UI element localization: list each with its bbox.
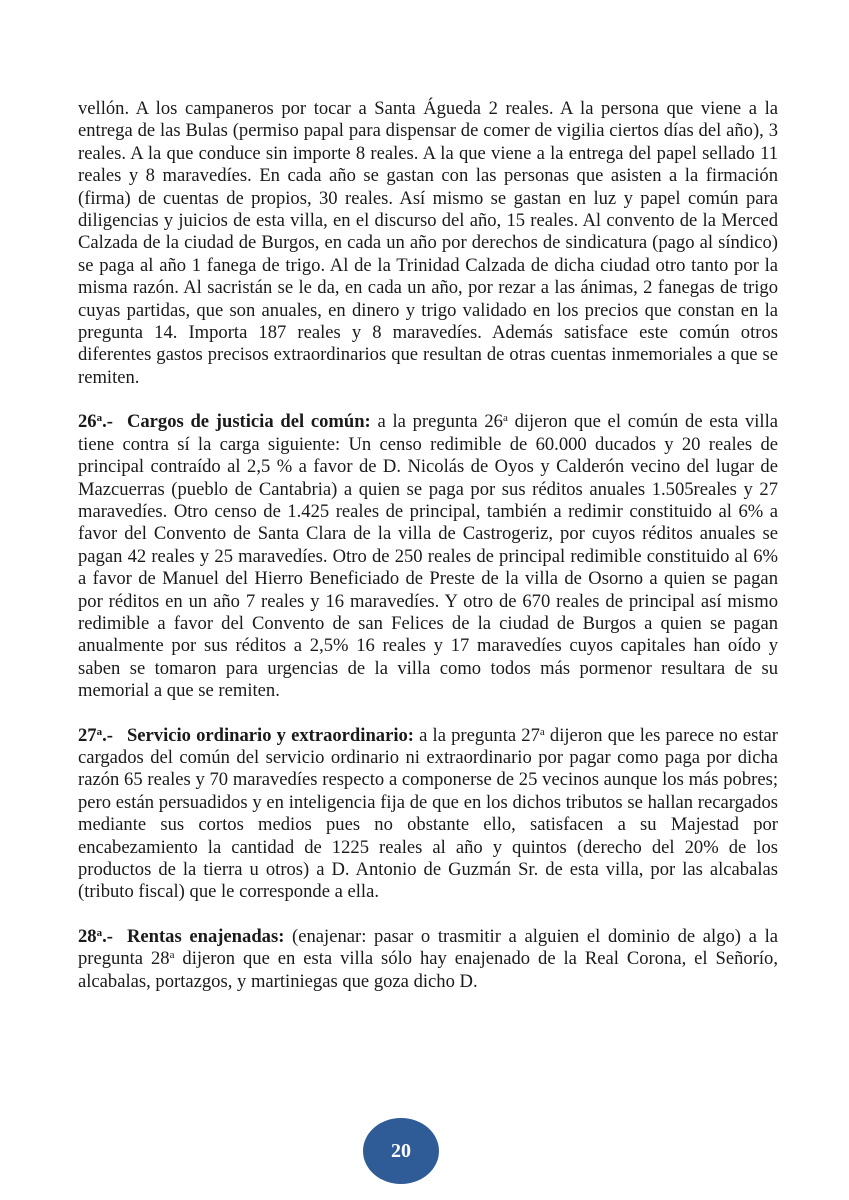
section-pre: a la pregunta 27 (414, 724, 540, 746)
section-28: 28$^a$.- Rentas enajenadas: (enajenar: pasar o trasmitir a alguien el dominio de algo) a la pregunta 28$^a$ dijeron que en esta villa sólo hay enajenado de la Real Corona, el Señorío, alcabalas, portazgos, y martiniegas que goza dicho D. (78, 925, 779, 992)
section-body: dijeron que en esta villa sólo hay enajenado de la Real Corona, el Señorío, alcabalas, portazgos, y martiniegas que goza dicho D. (78, 948, 779, 992)
page-number: 20 (391, 1139, 411, 1162)
section-number: 27$^a$.- (78, 724, 113, 746)
section-27: 27$^a$.- Servicio ordinario y extraordinario: a la pregunta 27$^a$ dijeron que les parece no estar cargados del común del servicio ordinario ni extraordinario por pagar como paga por dicha razón 65 reales y 70 maravedíes respecto a componerse de 25 vecinos aunque los más pobres; pero están persuadidos y en inteligencia fija de que en los dichos tributos se hallan recargados mediante sus cortos medios pues no obstante ello, satisfacen a su Majestad por encabezamiento la cantidad de 1225 reales al año y quintos (derecho del 20% de los productos de la tierra u otros) a D. Antonio de Guzmán Sr. de esta villa, por las alcabalas (tributo fiscal) que le corresponde a ella. (78, 724, 778, 903)
section-pre: a la pregunta 26 (370, 411, 503, 433)
section-26: 26$^a$.- Cargos de justicia del común: a la pregunta 26$^a$ dijeron que el común de esta villa tiene contra sí la carga siguiente: Un censo redimible de 60.000 ducados y 20 reales de principal contraído al 2,5 % a favor de D. Nicolás de Oyos y Calderón vecino del lugar de Mazcuerras (pueblo de Cantabria) a quien se paga por sus réditos anuales 1.505reales y 27 maravedíes. Otro censo de 1.425 reales de principal, también a redimir constituido al 6% a favor del Convento de Santa Clara de la villa de Castrogeriz, por cuyos réditos anuales se pagan 42 reales y 25 maravedíes. Otro de 250 reales de principal redimible constituido al 6% a favor de Manuel del Hierro Beneficiado de Preste de la villa de Osorno a quien se pagan por réditos en un año 7 reales y 16 maravedíes. Y otro de 670 reales de principal así mismo redimible a favor del Convento de san Felices de la ciudad de Burgos a quien se pagan anualmente por sus réditos a 2,5% 16 reales y 17 maravedíes cuyos capitales han oído y saben se tomaron para urgencias de la villa como todos más pormenor resultara de su memorial a que se remiten. (78, 411, 778, 702)
section-number: 28$^a$.- (78, 925, 113, 947)
intro-paragraph: vellón. A los campaneros por tocar a Santa Águeda 2 reales. A la persona que viene a la entrega de las Bulas (permiso papal para dispensar de comer de vigilia ciertos días del año), 3 reales. A la que conduce sin importe 8 reales. A la que viene a la entrega del papel sellado 11 reales y 8 maravedíes. En cada año se gastan con las personas que asisten a la firmación (firma) de cuentas de propios, 30 reales. Así mismo se gastan en luz y papel común para diligencias y juicios de esta villa, en el discurso del año, 15 reales. Al convento de la Merced Calzada de la ciudad de Burgos, en cada un año por derechos de sindicatura (pago al síndico) se paga al año 1 fanega de trigo. Al de la Trinidad Calzada de dicha ciudad otro tanto por la misma razón. Al sacristán se le da, en cada un año, por rezar a las ánimas, 2 fanegas de trigo cuyas partidas, que son anuales, en dinero y trigo validado en los precios que constan en la pregunta 14. Importa 187 reales y 8 maravedíes. Además satisface este común otros diferentes gastos precisos extraordinarios que resultan de otras cuentas inmemoriales a que se remiten. (78, 98, 778, 388)
section-body: dijeron que les parece no estar cargados del común del servicio ordinario ni extraordinario por pagar como paga por dicha razón 65 reales y 70 maravedíes respecto a componerse de 25 vecinos aunque los más pobres; pero están persuadidos y en inteligencia fija de que en los dichos tributos se hallan recargados mediante sus cortos medios pues no obstante ello, satisfacen a su Majestad por encabezamiento la cantidad de 1225 reales al año y quintos (derecho del 20% de los productos de la tierra u otros) a D. Antonio de Guzmán Sr. de esta villa, por las alcabalas (tributo fiscal) que le corresponde a ella. (78, 724, 778, 903)
section-number: 26$^a$.- (78, 411, 113, 433)
section-title: Rentas enajenadas: (126, 925, 285, 947)
section-body: dijeron que el común de esta villa tiene contra sí la carga siguiente: Un censo redimible de 60.000 ducados y 20 reales de principal contraído al 2,5 % a favor de D. Nicolás de Oyos y Calderón vecino del lugar de Mazcuerras (pueblo de Cantabria) a quien se paga por sus réditos anuales 1.505reales y 27 maravedíes. Otro censo de 1.425 reales de principal, también a redimir constituido al 6% a favor del Convento de Santa Clara de la villa de Castrogeriz, por cuyos réditos anuales se pagan 42 reales y 25 maravedíes. Otro de 250 reales de principal redimible constituido al 6% a favor de Manuel del Hierro Beneficiado de Preste de la villa de Osorno a quien se pagan por réditos en un año 7 reales y 16 maravedíes. Y otro de 670 reales de principal así mismo redimible a favor del Convento de san Felices de la ciudad de Burgos a quien se pagan anualmente por sus réditos a 2,5% 16 reales y 17 maravedíes cuyos capitales han oído y saben se tomaron para urgencias de la villa como todos más pormenor resultara de su memorial a que se remiten. (78, 411, 778, 702)
page-number-badge (363, 1118, 439, 1184)
document-body (78, 98, 778, 993)
section-title: Servicio ordinario y extraordinario: (126, 724, 414, 746)
section-title: Cargos de justicia del común: (126, 411, 371, 433)
section-pre: (enajenar: pasar o trasmitir a alguien el dominio de algo) a la pregunta 28 (78, 925, 778, 970)
